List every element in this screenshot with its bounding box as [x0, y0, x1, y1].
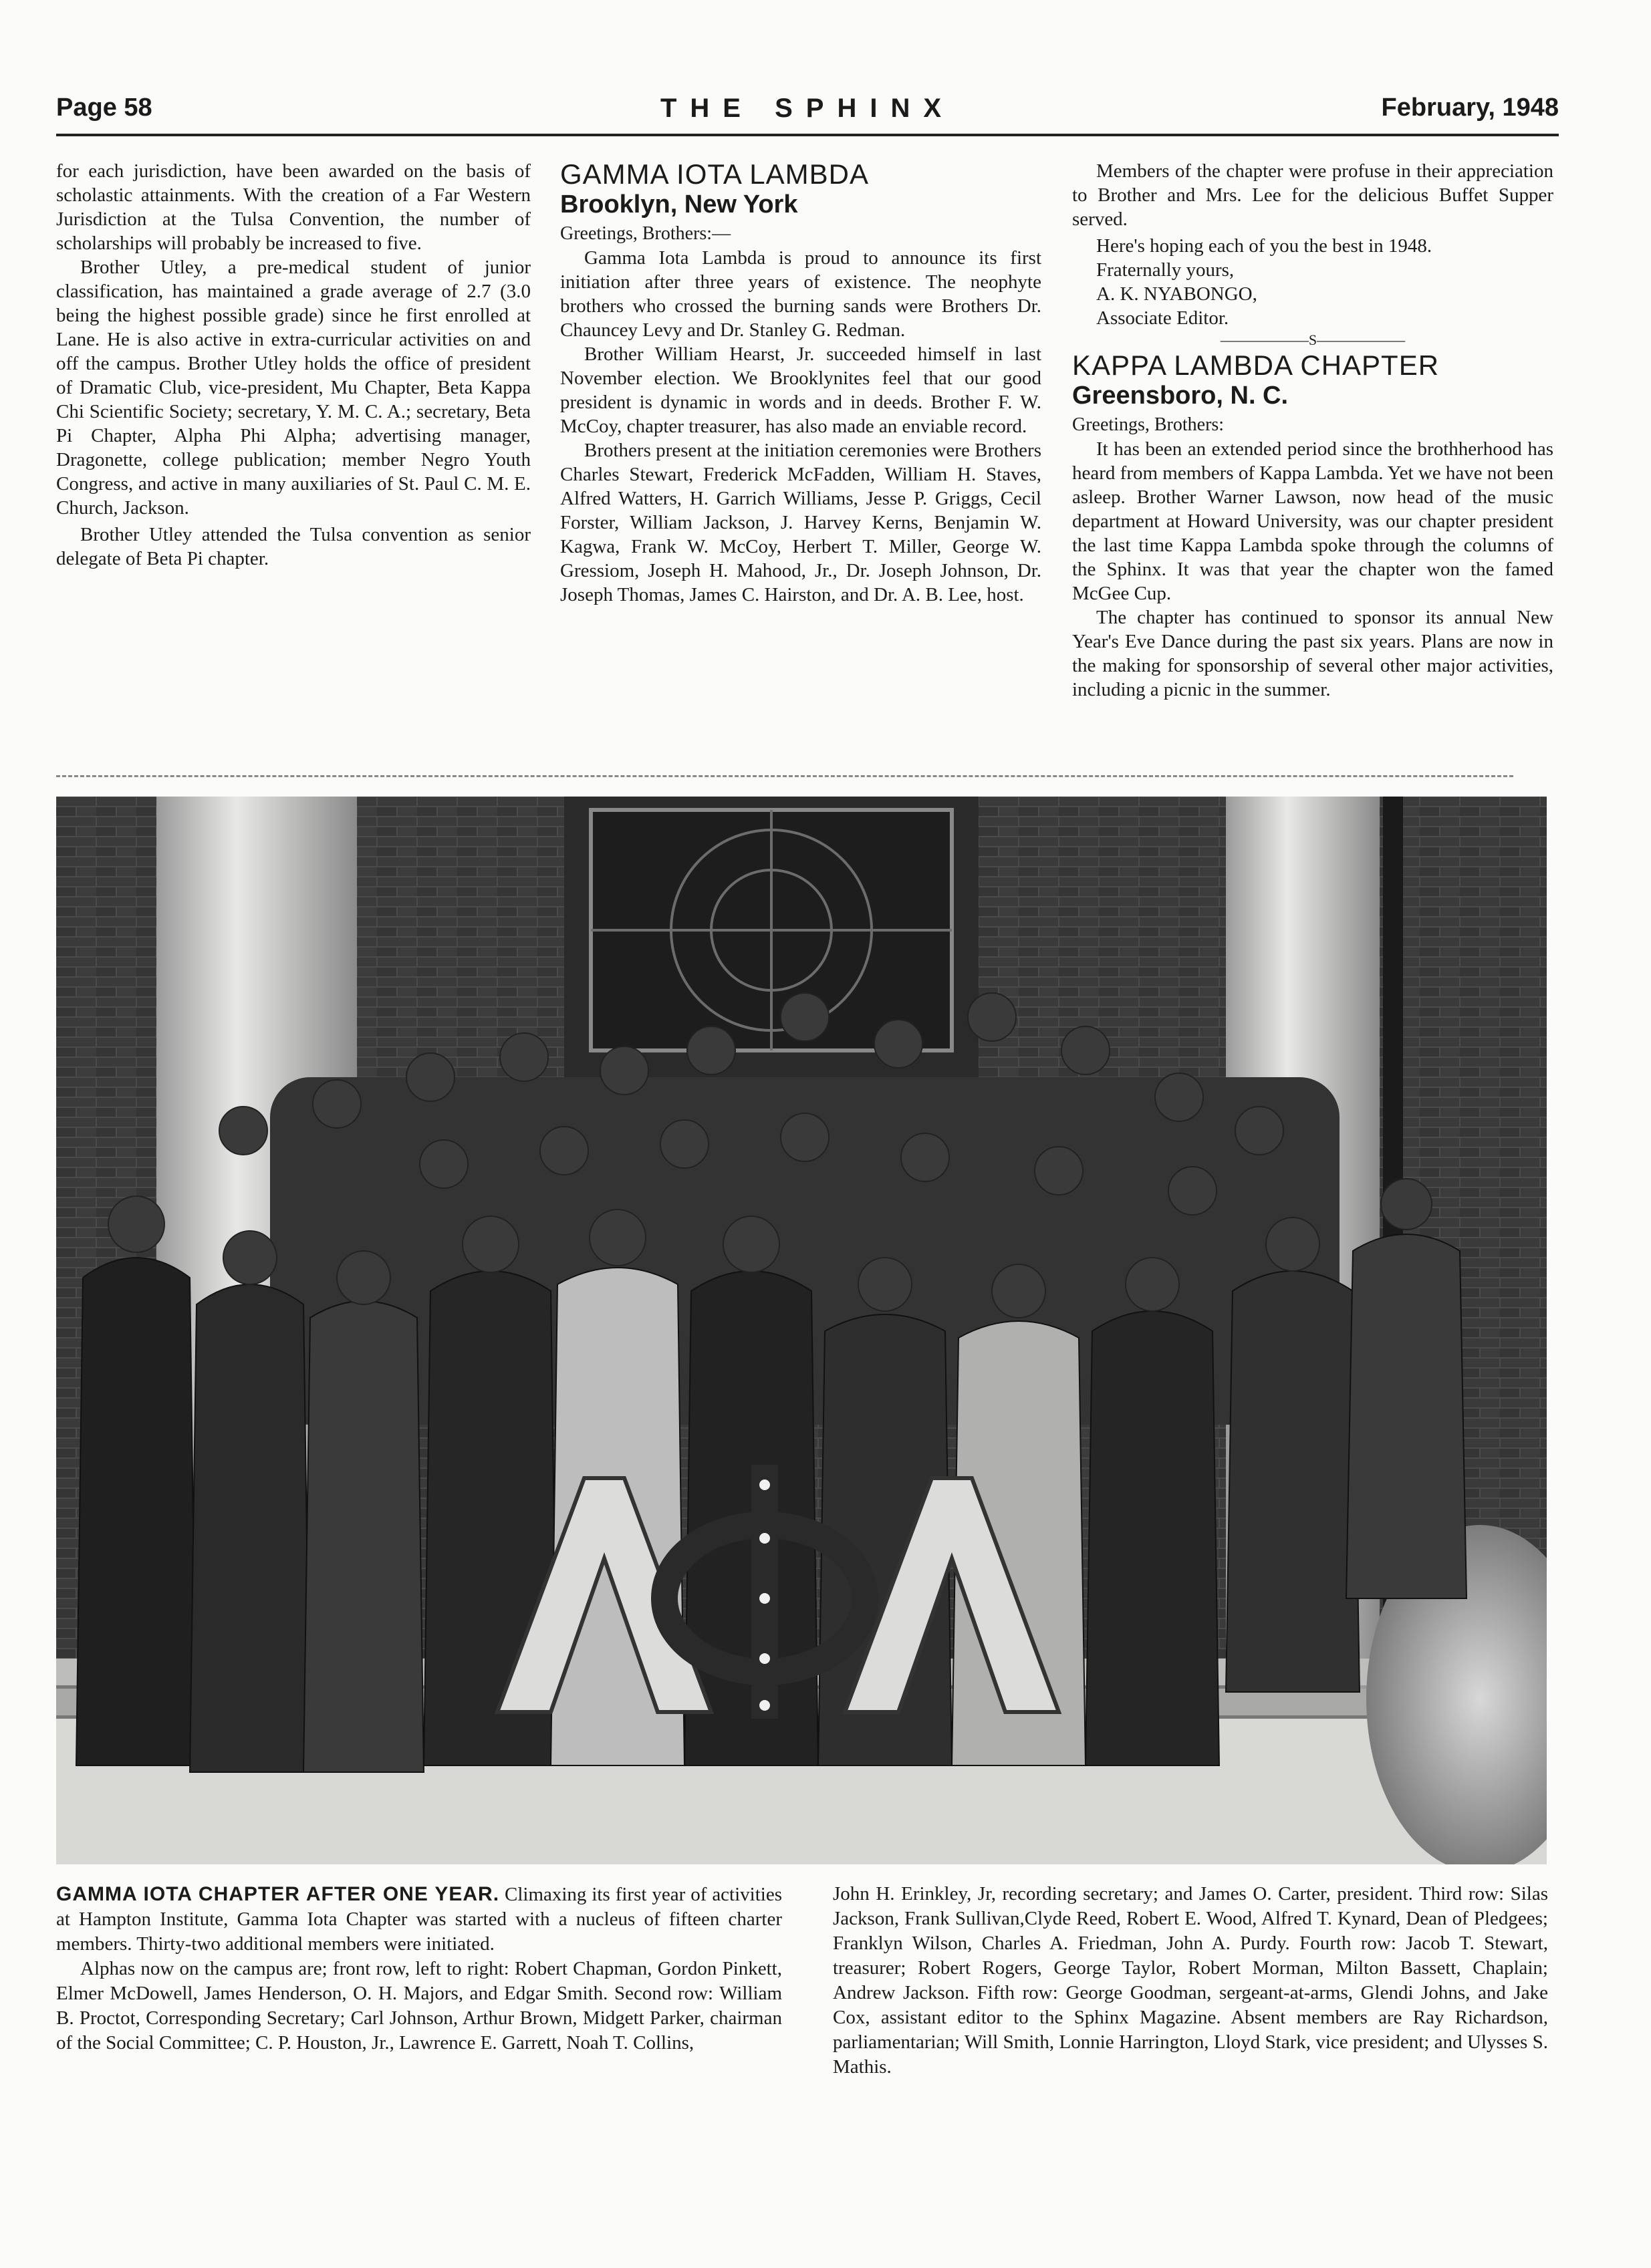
page-number: Page 58	[56, 94, 152, 122]
caption-title: GAMMA IOTA CHAPTER AFTER ONE YEAR.	[56, 1883, 500, 1905]
col2-greeting: Greetings, Brothers:—	[560, 223, 731, 244]
article-subheading-brooklyn: Brooklyn, New York	[560, 190, 798, 219]
col2-paragraph-3: Brothers present at the initiation ceremonies were Brothers Charles Stewart, Frederick McFadden, William H. Staves, Alfred Watters, H. Garrich Williams, Jesse P. Griggs, Cecil Forster, William Jackson, J. Harvey Kerns, Benjamin W. Kagwa, Frank W. McCoy, Herbert T. Miller, George W. Gressiom, Joseph H. Mahood, Jr., Dr. Joseph Johnson, Dr. Joseph Thomas, James C. Hairston, and Dr. A. B. Lee, host.	[560, 440, 1041, 605]
article-heading-gamma-iota-lambda: GAMMA IOTA LAMBDA	[560, 159, 869, 190]
col3-paragraph-3: It has been an extended period since the brothherhood has heard from members of Kappa Lambda. Yet we have not been asleep. Brother Warner Lawson, now head of the music department at Howard University, was our chapter president the last time Kappa Lambda spoke through the columns of the Sphinx. It was that year the chapter won the famed McGee Cup.	[1072, 438, 1553, 604]
col2-paragraph-2: Brother William Hearst, Jr. succeeded himself in last November election. We Brooklynites feel that our good president is dynamic in words and in deeds. Brother F. W. McCoy, chapter treasurer, has also made an enviable record.	[560, 343, 1041, 437]
group-photograph	[56, 797, 1547, 1864]
col1-paragraph-2: Brother Utley, a pre-medical student of junior classification, has maintained a grade average of 2.7 (3.0 being the highest possible grade) since he first enrolled at Lane. He is also active in extra-curricular activities on and off the campus. Brother Utley holds the office of president of Dramatic Club, vice-president, Mu Chapter, Beta Kappa Chi Scientific Society; secretary, Y. M. C. A.; secretary, Beta Pi Chapter, Alpha Phi Alpha; advertising manager, Dragonette, college publication; member Negro Youth Congress, and active in many auxiliaries of St. Paul C. M. E. Church, Jackson.	[56, 257, 531, 519]
column-3	[1072, 159, 1553, 760]
col2-paragraph-1: Gamma Iota Lambda is proud to announce its first initiation after three years of existence. The neophyte brothers who crossed the burning sands were Brothers Dr. Chauncey Levy and Dr. Stanley G. Redman.	[560, 247, 1041, 341]
col3-paragraph-1: Members of the chapter were profuse in their appreciation to Brother and Mrs. Lee for the delicious Buffet Supper served.	[1072, 160, 1553, 230]
col1-paragraph-1: for each jurisdiction, have been awarded on the basis of scholastic attainments. With the creation of a Far Western Jurisdiction at the Tulsa Convention, the number of scholarships will probably be increased to five.	[56, 160, 531, 254]
caption-paragraph-3: John H. Erinkley, Jr, recording secretary; and James O. Carter, president. Third row: Silas Jackson, Frank Sullivan,Clyde Reed, Robert E. Wood, Alfred T. Kynard, Dean of Pledgees; Franklyn Wilson, Charles A. Friedman, John A. Purdy. Fourth row: Jacob T. Stewart, treasurer; Robert Rogers, George Taylor, Robert Morman, Milton Bassett, Chaplain; Andrew Jackson. Fifth row: George Goodman, sergeant-at-arms, Glendi Johns, and Jake Cox, assistant editor to the Sphinx Magazine. Absent members are Ray Richardson, parliamentarian; Will Smith, Lonnie Harrington, Lloyd Stark, vice president; and Ulysses S. Mathis.	[833, 1883, 1548, 2078]
article-subheading-greensboro: Greensboro, N. C.	[1072, 382, 1289, 410]
column-2	[560, 159, 1041, 760]
col3-greeting: Greetings, Brothers:	[1072, 414, 1225, 435]
caption-column-2	[833, 1882, 1548, 2243]
caption-column-1	[56, 1882, 782, 2243]
col3-paragraph-2: Here's hoping each of you the best in 1948.	[1096, 235, 1432, 257]
photo-illustration	[56, 797, 1547, 1864]
page-header	[56, 94, 1559, 135]
caption-paragraph-2: Alphas now on the campus are; front row, left to right: Robert Chapman, Gordon Pinkett, Elmer McDowell, James Henderson, O. H. Majors, and Edgar Smith. Second row: William B. Proctot, Corresponding Secretary; Carl Johnson, Arthur Brown, Midgett Parker, chairman of the Social Committee; C. P. Houston, Jr., Lawrence E. Garrett, Noah T. Collins,	[56, 1958, 782, 2053]
signature-closing: Fraternally yours,	[1096, 259, 1235, 281]
article-heading-kappa-lambda: KAPPA LAMBDA CHAPTER	[1072, 349, 1440, 381]
column-1	[56, 159, 531, 760]
issue-date: February, 1948	[1381, 94, 1559, 122]
col1-paragraph-3: Brother Utley attended the Tulsa convention as senior delegate of Beta Pi chapter.	[56, 524, 531, 569]
caption-intro: Climaxing its first year of activities at Hampton Institute, Gamma Iota Chapter was started with a nucleus of fifteen charter members. Thirty-two additional members were initiated.	[56, 1884, 782, 1955]
emblem-label: ΑΦΑ	[763, 1852, 767, 1853]
section-separator: ——————S——————	[1220, 331, 1406, 348]
masthead-title: THE SPHINX	[660, 94, 955, 123]
col3-paragraph-4: The chapter has continued to sponsor its annual New Year's Eve Dance during the past six years. Plans are now in the making for sponsorship of several other major activities, including a picnic in the summer.	[1072, 607, 1553, 700]
dashed-divider	[56, 775, 1513, 777]
signature-name: A. K. NYABONGO,	[1096, 283, 1257, 305]
header-rule	[56, 134, 1559, 136]
signature-role: Associate Editor.	[1096, 307, 1229, 329]
caption-paragraph-1	[56, 1882, 782, 1957]
